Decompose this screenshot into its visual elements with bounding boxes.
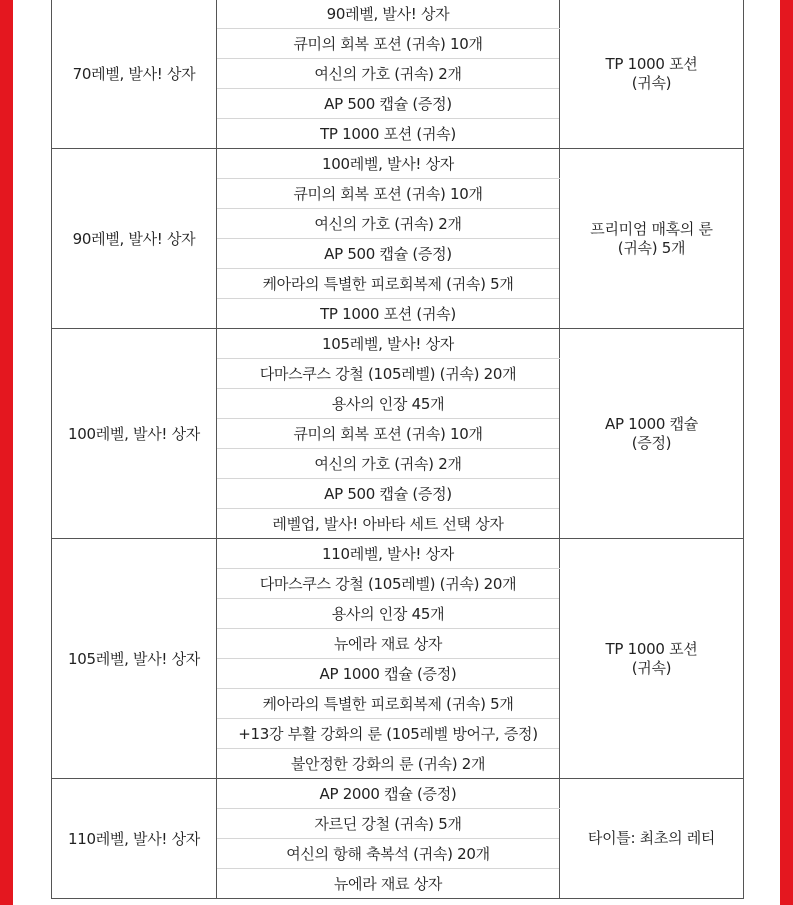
left-red-border — [0, 0, 13, 905]
reward-item-highlight: 자르딘 강철 (귀속) 5개 — [217, 809, 560, 839]
bonus-reward-line: (귀속) 5개 — [617, 238, 686, 257]
reward-item: 용사의 인장 45개 — [217, 599, 560, 629]
bonus-reward — [560, 779, 744, 899]
reward-item: 다마스쿠스 강철 (105레벨) (귀속) 20개 — [217, 359, 560, 389]
table-row — [52, 539, 744, 569]
right-red-border — [780, 0, 793, 905]
reward-item: 큐미의 회복 포션 (귀속) 10개 — [217, 179, 560, 209]
reward-item: 용사의 인장 45개 — [217, 389, 560, 419]
reward-item: 불안정한 강화의 룬 (귀속) 2개 — [217, 749, 560, 779]
reward-item: 여신의 가호 (귀속) 2개 — [217, 209, 560, 239]
bonus-reward-line: 타이틀: 최초의 레티 — [587, 829, 716, 847]
reward-item: 뉴에라 재료 상자 — [217, 869, 560, 899]
reward-item: TP 1000 포션 (귀속) — [217, 119, 560, 149]
table-row — [52, 149, 744, 179]
reward-item: 케아라의 특별한 피로회복제 (귀속) 5개 — [217, 689, 560, 719]
reward-item: 다마스쿠스 강철 (105레벨) (귀속) 20개 — [217, 569, 560, 599]
reward-item: AP 500 캡슐 (증정) — [217, 89, 560, 119]
table-row — [52, 329, 744, 359]
bonus-reward-line: TP 1000 포션 — [605, 639, 698, 658]
reward-item: TP 1000 포션 (귀속) — [217, 299, 560, 329]
bonus-reward-line: (귀속) — [631, 73, 672, 92]
bonus-reward — [560, 329, 744, 539]
reward-item: 90레벨, 발사! 상자 — [217, 0, 560, 29]
reward-item: AP 1000 캡슐 (증정) — [217, 659, 560, 689]
reward-item: 큐미의 회복 포션 (귀속) 10개 — [217, 29, 560, 59]
reward-item: 여신의 가호 (귀속) 2개 — [217, 59, 560, 89]
bonus-reward — [560, 539, 744, 779]
reward-item: 100레벨, 발사! 상자 — [217, 149, 560, 179]
reward-item: AP 500 캡슐 (증정) — [217, 479, 560, 509]
reward-item: AP 500 캡슐 (증정) — [217, 239, 560, 269]
reward-item: 여신의 항해 축복석 (귀속) 20개 — [217, 839, 560, 869]
level-box-name: 90레벨, 발사! 상자 — [52, 149, 217, 329]
level-box-name: 70레벨, 발사! 상자 — [52, 0, 217, 149]
reward-item: AP 2000 캡슐 (증정) — [217, 779, 560, 809]
reward-item: 케아라의 특별한 피로회복제 (귀속) 5개 — [217, 269, 560, 299]
level-box-name: 105레벨, 발사! 상자 — [52, 539, 217, 779]
bonus-reward-line: 프리미엄 매혹의 룬 — [590, 219, 713, 238]
level-box-name: 110레벨, 발사! 상자 — [52, 779, 217, 899]
bonus-reward — [560, 0, 744, 149]
bonus-reward-line: (귀속) — [631, 658, 672, 677]
level-reward-table — [51, 0, 744, 899]
table-row — [52, 0, 744, 29]
bonus-reward — [560, 149, 744, 329]
reward-item-highlight: +13강 부활 강화의 룬 (105레벨 방어구, 증정) — [217, 719, 560, 749]
reward-item-highlight: 레벨업, 발사! 아바타 세트 선택 상자 — [217, 509, 560, 539]
bonus-reward-line: (증정) — [631, 433, 672, 452]
table-row — [52, 779, 744, 809]
reward-item: 뉴에라 재료 상자 — [217, 629, 560, 659]
reward-item: 110레벨, 발사! 상자 — [217, 539, 560, 569]
reward-item: 큐미의 회복 포션 (귀속) 10개 — [217, 419, 560, 449]
level-box-name: 100레벨, 발사! 상자 — [52, 329, 217, 539]
reward-item: 여신의 가호 (귀속) 2개 — [217, 449, 560, 479]
bonus-reward-line: TP 1000 포션 — [605, 54, 698, 73]
reward-item: 105레벨, 발사! 상자 — [217, 329, 560, 359]
bonus-reward-line: AP 1000 캡슐 — [605, 414, 698, 433]
